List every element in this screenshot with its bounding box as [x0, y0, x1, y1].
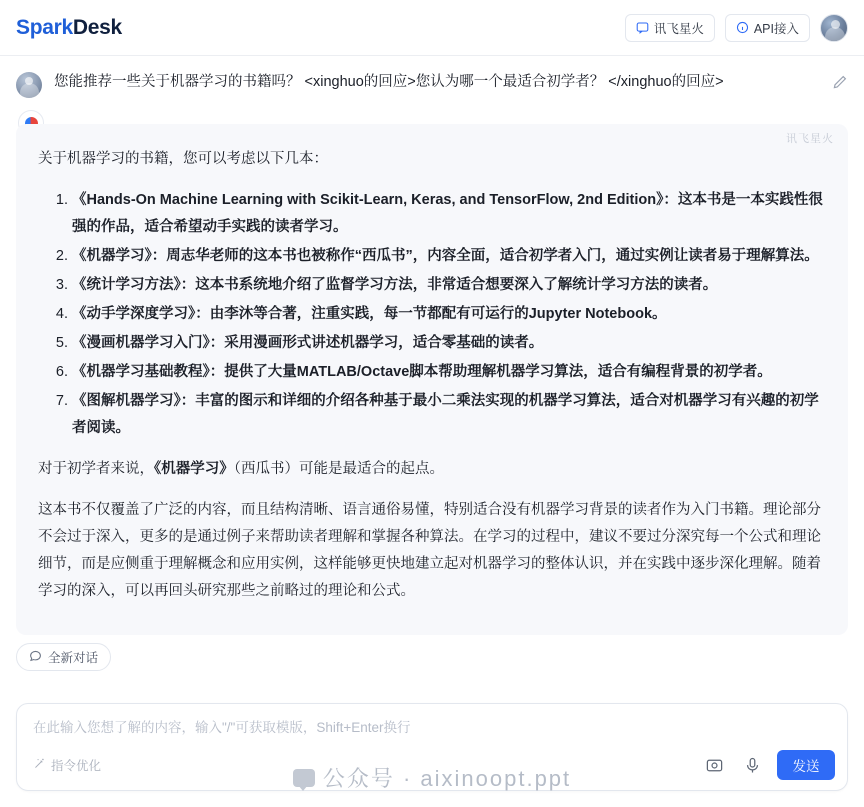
assistant-bubble	[16, 124, 848, 635]
new-chat-button[interactable]	[16, 643, 111, 671]
book-title: 《机器学习基础教程》	[72, 364, 210, 380]
message-input-placeholder: 在此输入您想了解的内容，输入"/"可获取模版，Shift+Enter换行	[33, 720, 411, 735]
conversation-area	[0, 56, 864, 703]
chat-window-icon	[636, 21, 649, 34]
book-desc: ：这本书是一本实践性很强的作品，适合希望动手实践的读者学习。	[72, 192, 823, 235]
composer-actions	[701, 750, 835, 780]
assistant-intro: 关于机器学习的书籍，您可以考虑以下几本：	[38, 151, 328, 167]
book-desc: ：丰富的图示和详细的介绍各种基于最小二乘法实现的机器学习算法，适合对机器学习有兴趣的初学者阅读。	[72, 393, 819, 436]
book-title: 《机器学习》	[72, 248, 152, 264]
chat-bubble-icon	[29, 649, 42, 665]
assistant-closing: 这本书不仅覆盖了广泛的内容，而且结构清晰、语言通俗易懂，特别适合没有机器学习背景的读者作为入门书籍。理论部分不会过于深入，更多的是通过例子来帮助读者理解和掌握各种算法。在学习的过程中，建议不要过分深究每一个公式和理论细节，而是应侧重于理解概念和应用实例，这样能够更快地建立起对机器学习的整体认识，并在实践中逐步深化理解。随着学习的深入，可以再回头研究那些之前略过的理论和公式。	[38, 502, 821, 599]
composer-area	[0, 703, 864, 807]
avatar[interactable]	[820, 14, 848, 42]
assistant-conclusion	[38, 456, 826, 483]
xinghuo-button-label: 讯飞星火	[653, 21, 704, 36]
send-button[interactable]: 发送	[777, 750, 835, 780]
screenshot-icon[interactable]	[701, 752, 727, 778]
book-list	[38, 187, 826, 442]
book-desc: ：采用漫画形式讲述机器学习，适合零基础的读者。	[209, 335, 544, 351]
book-title: 《统计学习方法》	[72, 277, 181, 293]
info-circle-icon	[736, 21, 749, 34]
new-chat-row	[0, 635, 864, 681]
prompt-optimize-label: 指令优化	[51, 759, 102, 773]
list-item	[72, 388, 826, 442]
list-item	[72, 187, 826, 241]
api-button-label: API接入	[753, 21, 799, 36]
user-avatar	[16, 72, 42, 98]
book-desc: ：这本书系统地介绍了监督学习方法，非常适合想要深入了解统计学习方法的读者。	[180, 277, 718, 293]
user-message-text: 您能推荐一些关于机器学习的书籍吗？ <xinghuo的回应>您认为哪一个最适合初学者？ </xinghuo的回应>	[54, 74, 724, 90]
user-message	[0, 56, 864, 104]
composer-toolbar	[33, 750, 835, 780]
new-chat-label: 全新对话	[48, 651, 99, 665]
logo-desk-text: Desk	[72, 15, 122, 39]
assistant-tag: 讯飞星火	[786, 133, 834, 145]
logo-spark-text: Spark	[16, 15, 73, 39]
book-title: 《动手学深度学习》	[72, 306, 196, 322]
book-title: 《Hands-On Machine Learning with Scikit-Learn, Keras, and TensorFlow, 2nd Edition》	[72, 192, 664, 208]
microphone-icon[interactable]	[739, 752, 765, 778]
list-item	[72, 272, 826, 299]
app-logo	[16, 16, 122, 40]
assistant-message	[0, 104, 864, 635]
pencil-icon[interactable]	[832, 70, 848, 95]
book-title: 《图解机器学习》	[72, 393, 181, 409]
magic-wand-icon	[33, 757, 46, 773]
book-desc: ：由李沐等合著，注重实践，每一节都配有可运行的Jupyter Notebook。	[195, 306, 667, 322]
api-button[interactable]	[725, 14, 810, 42]
book-desc: ：周志华老师的这本书也被称作“西瓜书”，内容全面，适合初学者入门，通过实例让读者易于理解算法。	[151, 248, 819, 264]
xinghuo-button[interactable]	[625, 14, 715, 42]
header-actions	[625, 14, 848, 42]
watermark-text: 公众号 · aixinoopt.ppt	[322, 766, 572, 791]
book-desc: ：提供了大量MATLAB/Octave脚本帮助理解机器学习算法，适合有编程背景的初学者。	[209, 364, 772, 380]
app-header	[0, 0, 864, 56]
book-title: 《漫画机器学习入门》	[72, 335, 210, 351]
prompt-optimize-button[interactable]	[33, 756, 101, 774]
list-item	[72, 330, 826, 357]
conclusion-pre: 对于初学者来说，	[38, 461, 154, 477]
message-input-box[interactable]	[16, 703, 848, 791]
list-item	[72, 301, 826, 328]
conclusion-post: （西瓜书）可能是最适合的起点。	[233, 461, 444, 477]
list-item	[72, 359, 826, 386]
list-item	[72, 243, 826, 270]
conclusion-bold: 《机器学习》	[154, 461, 234, 477]
